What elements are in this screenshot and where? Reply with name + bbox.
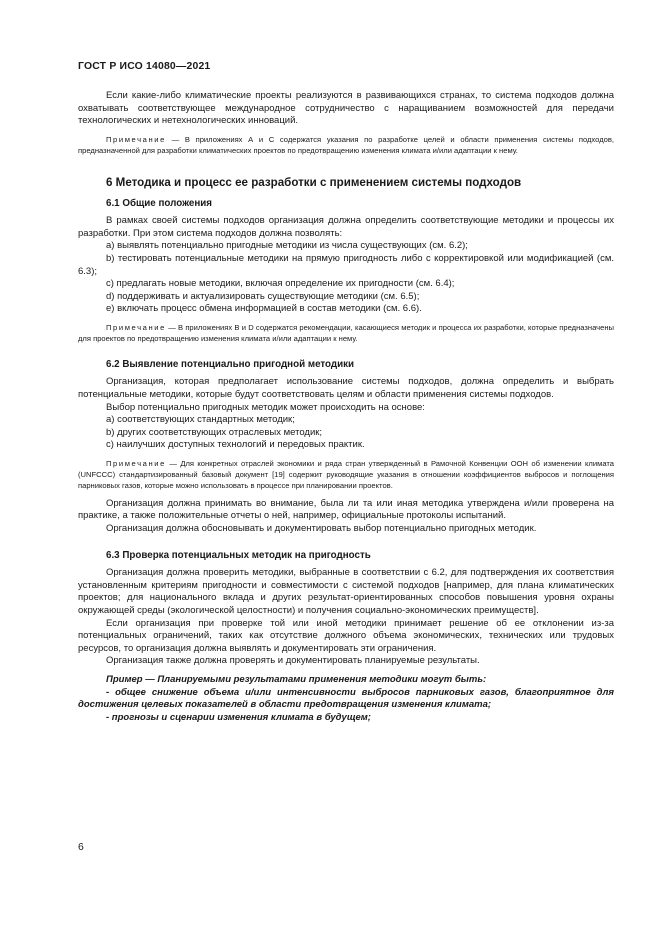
- list-item: b) других соответствующих отраслевых методик;: [106, 426, 323, 438]
- list-item: c) наилучших доступных технологий и передовых практик.: [106, 439, 365, 451]
- page-number: 6: [78, 842, 84, 853]
- section-6-2-paragraph-4: Организация должна обосновывать и документировать выбор потенциально пригодных методик.: [106, 522, 537, 534]
- example-line: Пример — Планируемыми результатами применения методики могут быть:: [106, 674, 487, 686]
- list-item: b) тестировать потенциальные методики на прямую пригодность либо с корректировкой или модификацией (см. 6.3);: [78, 252, 614, 277]
- list-item: a) выявлять потенциально пригодные методики из числа существующих (см. 6.2);: [106, 240, 468, 252]
- example-line: - прогнозы и сценарии изменения климата в будущем;: [106, 711, 371, 723]
- section-6-2-note: [78, 458, 614, 492]
- section-6-2-paragraph-1: Организация, которая предполагает использование системы подходов, должна определить и выбрать потенциальные методики, которые будут соответствовать целям и области применения системы подходов.: [78, 376, 614, 400]
- note-text: — В приложениях В и D содержатся рекомендации, касающиеся методик и процесса их разработки, которые предназначены для проектов по предотвращению изменения климата и/или адаптации к нему.: [78, 322, 614, 344]
- section-6-1-note: [78, 322, 614, 344]
- list-item: e) включать процесс обмена информацией в состав методики (см. 6.6).: [106, 303, 422, 315]
- section-6-3-paragraph-1: Организация должна проверить методики, выбранные в соответствии с 6.2, для подтверждения их соответствия установленным критериям пригодности и совместимости с системой подходов [например, для плана климатических проектов; для национального вклада и других результат-ориентированных способов повышения уровня охраны окружающей среды (экологической целостности) и получения социально-экономических преимуществ].: [78, 567, 614, 617]
- section-6-title: 6 Методика и процесс ее разработки с применением системы подходов: [106, 176, 522, 190]
- section-6-2-paragraph-2: Выбор потенциально пригодных методик может происходить на основе:: [106, 401, 425, 413]
- note-label: Примечание: [106, 134, 166, 144]
- list-item: d) поддерживать и актуализировать существующие методики (см. 6.5);: [106, 290, 420, 302]
- intro-paragraph: Если какие-либо климатические проекты реализуются в развивающихся странах, то система подходов должна охватывать соответствующее международное сотрудничество с наращиванием возможностей для передачи технологических и нетехнологических инноваций.: [78, 90, 614, 127]
- note-label: Примечание: [106, 458, 166, 468]
- note-label: Примечание: [106, 322, 166, 332]
- section-6-3-paragraph-3: Организация также должна проверять и документировать планируемые результаты.: [106, 655, 480, 667]
- example-line: - общее снижение объема и/или интенсивности выбросов парниковых газов, благоприятное для достижения целевых показателей в области предотвращения изменения климата;: [78, 686, 614, 711]
- section-6-3-paragraph-2: Если организация при проверке той или иной методики принимает решение об ее отклонении из-за потенциальных ограничений, таких как отсутствие должного объема экономических, технических или трудовых ресурсов, то организация должна выявлять и документировать эти ограничения.: [78, 617, 614, 654]
- section-6-1-paragraph: В рамках своей системы подходов организация должна определить соответствующие методики и процессы их разработки. При этом система подходов должна позволять:: [78, 215, 614, 239]
- section-6-3-title: 6.3 Проверка потенциальных методик на пригодность: [106, 550, 371, 562]
- note-text: — Для конкретных отраслей экономики и ряда стран утвержденный в Рамочной Конвенции ООН об изменении климата (UNFCCC) стандартизированный базовый документ [19] содержит руководящие указания в отношении коэффициентов выбросов и поглощения парниковых газов, которые можно использовать в процессе при планировании проектов.: [78, 458, 614, 491]
- section-6-2-paragraph-3: Организация должна принимать во внимание, была ли та или иная методика утверждена и/или проверена на практике, а также положительные отчеты о ней, например, официальные протоколы испытаний.: [78, 497, 614, 522]
- list-item: c) предлагать новые методики, включая определение их пригодности (см. 6.4);: [106, 278, 455, 290]
- section-6-1-title: 6.1 Общие положения: [106, 198, 213, 210]
- intro-note: [78, 134, 614, 156]
- list-item: a) соответствующих стандартных методик;: [106, 414, 295, 426]
- note-text: — В приложениях А и С содержатся указания по разработке целей и области применения системы подходов, предназначенной для разработки климатических проектов по предотвращению изменения климата и/или адаптации к нему.: [78, 134, 614, 155]
- document-header: ГОСТ Р ИСО 14080—2021: [78, 61, 211, 72]
- page-content: [78, 90, 614, 724]
- section-6-2-title: 6.2 Выявление потенциально пригодной методики: [106, 359, 355, 371]
